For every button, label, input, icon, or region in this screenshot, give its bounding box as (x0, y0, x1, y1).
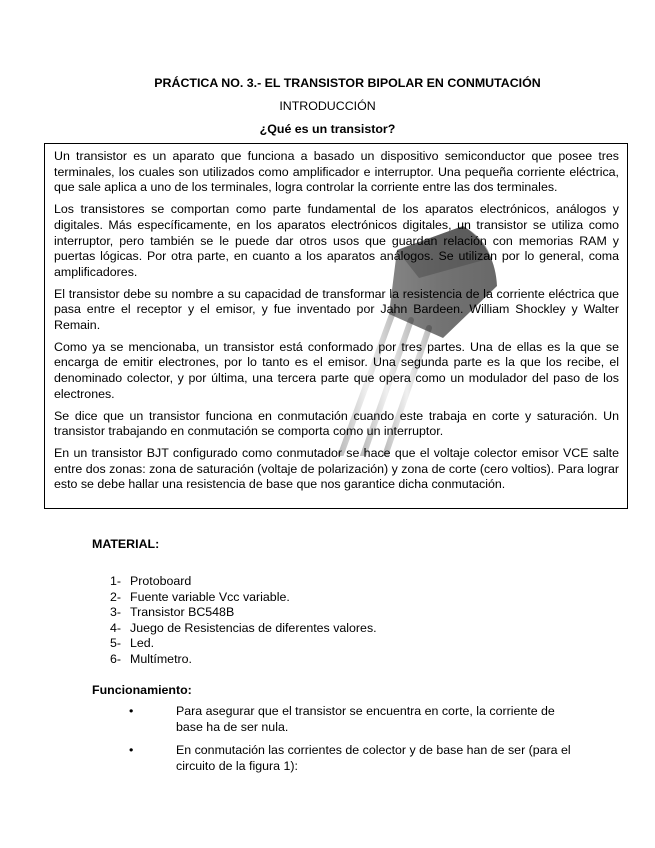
list-item (110, 652, 377, 668)
funcionamiento-heading: Funcionamiento: (92, 683, 192, 697)
list-item-text: Multímetro. (130, 651, 192, 666)
list-item-text: Transistor BC548B (130, 605, 235, 620)
list-item (110, 621, 377, 637)
list-item-number: 4- (110, 620, 122, 635)
intro-paragraph: Los transistores se comportan como parte fundamental de los aparatos electrónicos, análogos y digitales. Más específicamente, en los aparatos electrónicos digitales, un transistor se utiliza como interruptor, pero también se le puede dar otros usos que guardan relación con memorias RAM y puertas lógicas. Por otra parte, en cuanto a los aparatos análogos. Se utilizan por lo general, coma amplificadores. (54, 202, 619, 279)
list-item-number: 6- (110, 651, 122, 666)
intro-paragraph: En un transistor BJT configurado como conmutador se hace que el voltaje colector emisor VCE salte entre dos zonas: zona de saturación (voltaje de polarización) y zona de corte (cero voltios). Para lograr esto se debe hallar una resistencia de base que nos garantice dicha conmutación. (54, 445, 619, 492)
intro-paragraph: Se dice que un transistor funciona en conmutación cuando este trabaja en corte y saturación. Un transistor trabajando en conmutación se comporta como un interruptor. (54, 408, 619, 439)
bullet-item (92, 704, 582, 735)
page-title: PRÁCTICA NO. 3.- EL TRANSISTOR BIPOLAR EN CONMUTACIÓN (154, 76, 541, 90)
funcionamiento-list (92, 704, 582, 782)
bullet-icon: • (129, 704, 134, 718)
list-item-number: 1- (110, 574, 122, 588)
intro-paragraph: El transistor debe su nombre a su capacidad de transformar la resistencia de la corriente eléctrica que pasa entre el receptor y el emisor, y fue inventado por Jahn Bardeen. William Shockley y Walter Remain. (54, 286, 619, 333)
list-item-number: 2- (110, 589, 122, 604)
list-item-number: 3- (110, 605, 122, 620)
intro-paragraph: Un transistor es un aparato que funciona a basado un dispositivo semiconductor que posee tres terminales, los cuales son utilizados como amplificador e interruptor. Una pequeña corriente eléctrica, que sale aplica a uno de los terminales, logra controlar la corriente entre las dos terminales. (54, 149, 619, 195)
list-item-text: Fuente variable Vcc variable. (130, 589, 290, 604)
list-item (110, 605, 377, 621)
list-item (110, 636, 377, 652)
section-heading: INTRODUCCIÓN (279, 99, 376, 113)
intro-paragraph: Como ya se mencionaba, un transistor está conformado por tres partes. Una de ellas es la que se encarga de emitir electrones, por lo tanto es el emisor. Una segunda parte es la que los recibe, el denominado colector, y por última, una tercera parte que opera como un modulador del paso de los electrones. (54, 339, 619, 401)
bullet-item (92, 743, 582, 774)
list-item-text: Led. (130, 636, 155, 651)
bullet-text: Para asegurar que el transistor se encuentra en corte, la corriente de base ha de ser nula. (176, 704, 555, 734)
list-item (110, 574, 377, 590)
list-item (110, 590, 377, 606)
list-item-number: 5- (110, 636, 122, 651)
bullet-text: En conmutación las corrientes de colector y de base han de ser (para el circuito de la figura 1): (176, 743, 571, 773)
list-item-text: Protoboard (130, 574, 192, 588)
material-list (110, 574, 377, 668)
list-item-text: Juego de Resistencias de diferentes valores. (130, 620, 377, 635)
question-heading: ¿Qué es un transistor? (259, 122, 396, 136)
material-heading: MATERIAL: (92, 537, 160, 551)
intro-box (44, 143, 628, 509)
bullet-icon: • (129, 743, 134, 758)
